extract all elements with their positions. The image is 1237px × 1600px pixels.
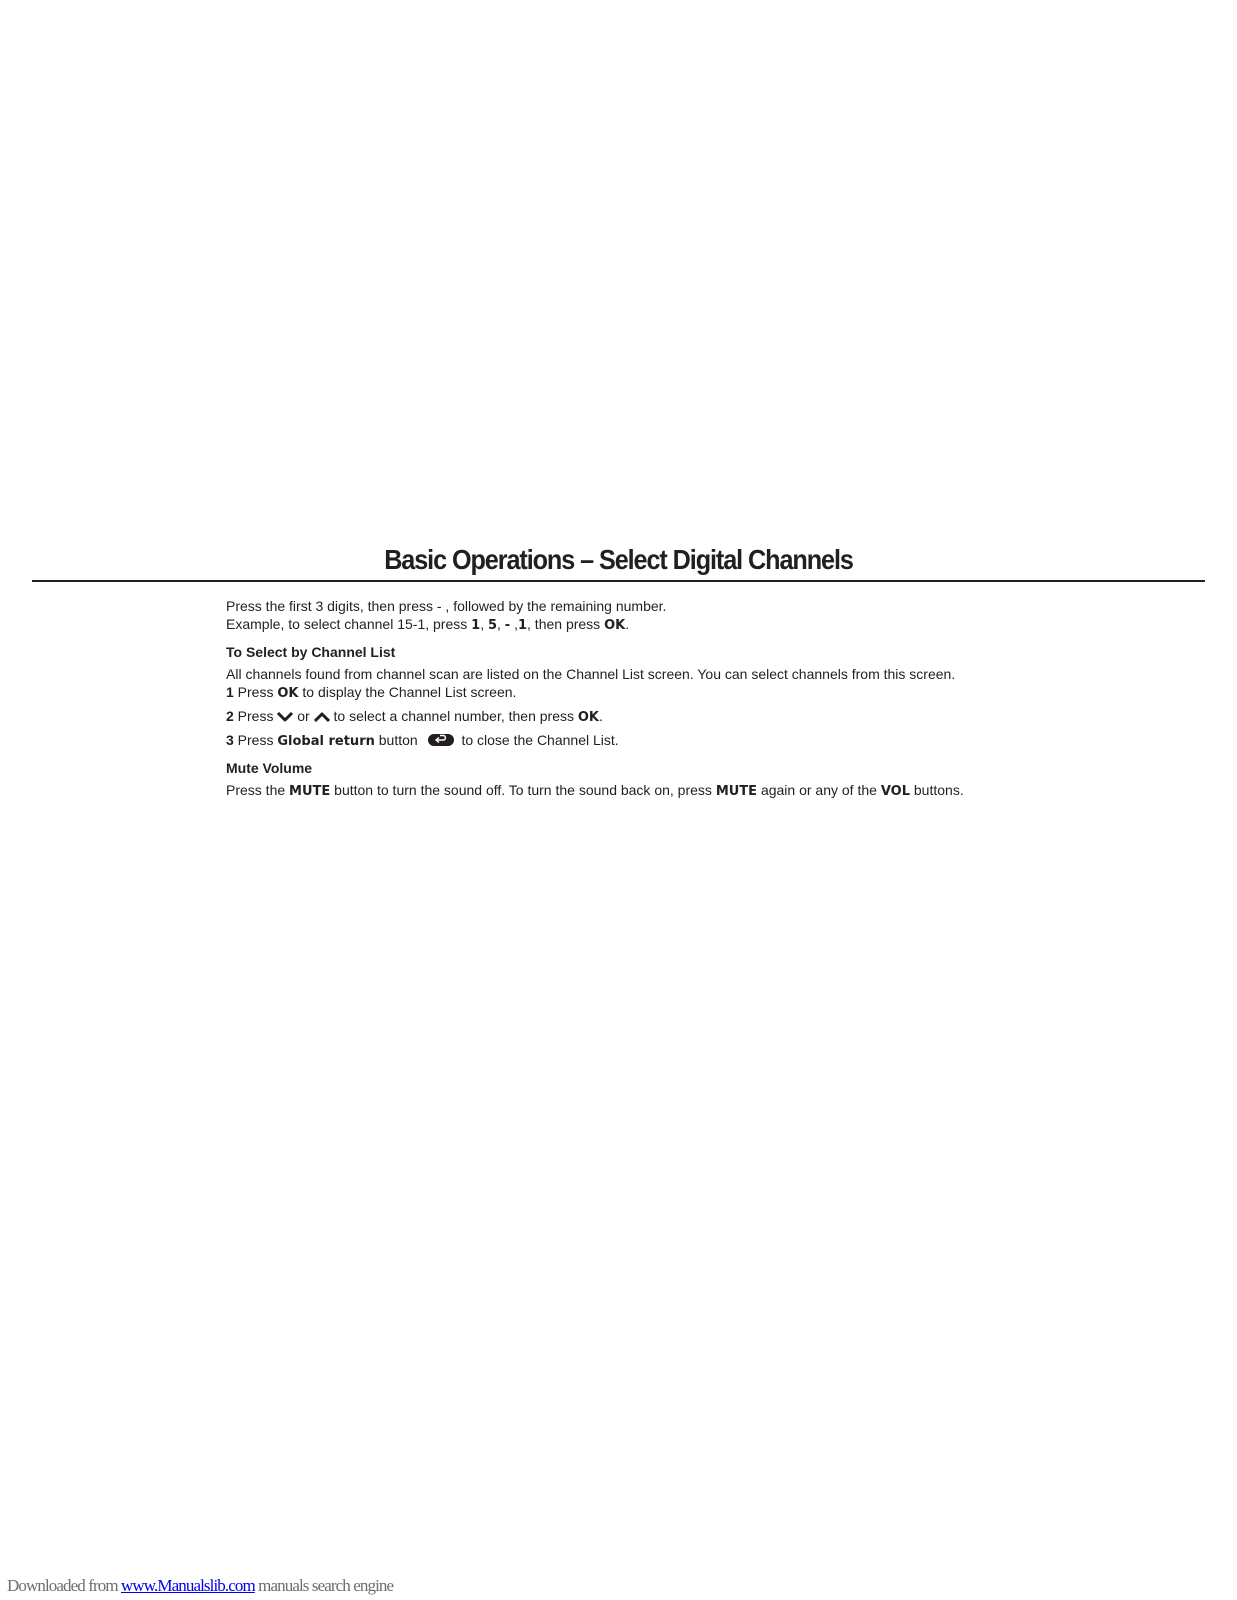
step-2 xyxy=(226,707,1216,727)
step-number: 1 xyxy=(226,684,234,700)
intro-line-1: Press the first 3 digits, then press - , followed by the remaining number. xyxy=(226,598,667,614)
mute-text: button to turn the sound off. To turn the sound back on, press xyxy=(330,782,716,798)
step-1 xyxy=(226,683,1216,703)
return-button-icon xyxy=(428,732,454,750)
separator: , xyxy=(497,616,505,632)
separator: , xyxy=(480,616,488,632)
step-text: to close the Channel List. xyxy=(457,732,619,748)
intro-line-2-end: . xyxy=(625,616,630,632)
key-global-return: Global return xyxy=(277,734,375,749)
key-mute: MUTE xyxy=(289,784,331,799)
step-text: Press xyxy=(233,732,278,748)
chevron-up-icon xyxy=(314,708,330,726)
main-content xyxy=(226,597,1216,801)
mute-volume-text xyxy=(226,781,1216,801)
footer xyxy=(7,1576,393,1596)
key-mute: MUTE xyxy=(715,784,758,799)
key-ok: OK xyxy=(277,686,299,701)
step-text: to display the Channel List screen. xyxy=(298,684,517,700)
title-divider xyxy=(32,580,1205,582)
step-number: 2 xyxy=(226,708,234,724)
footer-suffix: manuals search engine xyxy=(254,1576,394,1595)
step-text: Press xyxy=(233,684,278,700)
step-text: or xyxy=(293,708,314,724)
step-text: button xyxy=(374,732,422,748)
mute-text: buttons. xyxy=(910,782,964,798)
manualslib-link[interactable]: www.Manualslib.com xyxy=(121,1576,255,1595)
intro-line-2 xyxy=(226,615,1216,635)
key-5: 5 xyxy=(487,618,498,633)
step-text: to select a channel number, then press xyxy=(329,708,578,724)
key-vol: VOL xyxy=(880,784,910,799)
key-ok: OK xyxy=(577,710,599,725)
chevron-down-icon xyxy=(277,708,293,726)
mute-volume-heading: Mute Volume xyxy=(226,760,313,776)
key-ok: OK xyxy=(604,618,626,633)
step-3 xyxy=(226,731,1216,751)
key-1: 1 xyxy=(471,618,481,633)
step-text: Press xyxy=(233,708,278,724)
page-title: Basic Operations – Select Digital Channels xyxy=(384,544,853,575)
intro-line-2-mid: , then press xyxy=(527,616,605,632)
key-1: 1 xyxy=(517,618,528,633)
key-dash: - xyxy=(504,618,511,633)
mute-text: Press the xyxy=(226,782,290,798)
step-text: . xyxy=(599,708,603,724)
footer-prefix: Downloaded from xyxy=(7,1576,122,1595)
separator: , xyxy=(510,616,518,632)
channel-list-heading: To Select by Channel List xyxy=(226,644,396,660)
step-number: 3 xyxy=(226,732,234,748)
channel-list-description: All channels found from channel scan are listed on the Channel List screen. You can select channels from this screen. xyxy=(226,666,956,682)
mute-text: again or any of the xyxy=(757,782,881,798)
intro-line-2-prefix: Example, to select channel 15-1, press xyxy=(226,616,472,632)
